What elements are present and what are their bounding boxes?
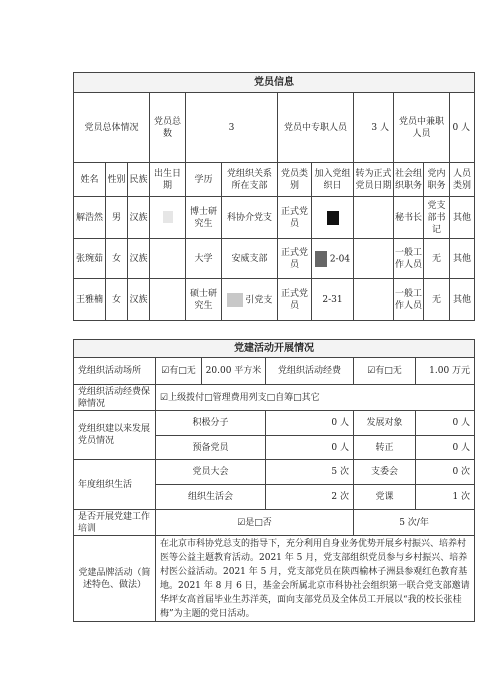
venue-label: 党组织活动场所 [74, 358, 156, 385]
parttime-label: 党员中兼职人员 [394, 93, 450, 163]
lecture-value: 1 次 [416, 485, 475, 510]
funds-source-options[interactable]: ☑上级拨付□管理费用列支□自筹□其它 [156, 385, 475, 411]
col-header: 性别 [106, 163, 128, 197]
party-activity-table [73, 339, 475, 622]
venue-area: 20.00 平方米 [202, 358, 266, 385]
branch-cell [222, 279, 278, 321]
funds-source-label: 党组织活动经费保障情况 [74, 385, 156, 411]
table-row [74, 239, 475, 279]
brand-activity-text: 在北京市科协党总支的指导下，充分利用自身业务优势开展乡村振兴、培养村医等公益主题教育活动。2021 年 5 月，党支部组织党员参与乡村振兴、培养村医公益活动。2021 年 5 月，党支部党员在陕西榆林子洲县参观红色教育基地。2021 年 8 月 6 日，基金会所属北京市科协社会组织第一联合党支部邀请华坪女高首届毕业生苏洋英，面向支部党员及全体员工开展以“我的校长张桂梅”为主题的党日活动。 [156, 536, 475, 622]
member-branch [222, 197, 278, 239]
orglife-value: 2 次 [266, 485, 354, 510]
redaction-mark [315, 251, 327, 267]
table-row [74, 197, 475, 239]
col-header: 民族 [128, 163, 150, 197]
funds-label: 党组织活动经费 [266, 358, 354, 385]
total-value: 3 [186, 93, 278, 163]
redacted-join-date [312, 197, 354, 239]
col-header: 学历 [186, 163, 222, 197]
venue-has-checkbox[interactable]: ☑有 [161, 366, 179, 376]
col-header: 加入党组织日 [312, 163, 354, 197]
join-date-cell [312, 239, 354, 279]
probation-label: 预备党员 [156, 436, 266, 460]
org-life-label: 年度组织生活 [74, 460, 156, 510]
redaction-mark [227, 293, 243, 307]
branch-text: 科协介党支 [226, 212, 272, 223]
member-type: 其他 [450, 239, 475, 279]
member-name: 王雅楠 [74, 279, 106, 321]
redacted-birthdate [150, 279, 186, 321]
orglife-label: 组织生活会 [156, 485, 266, 510]
member-ethnic: 汉族 [128, 239, 150, 279]
funds-amount: 1.00 万元 [416, 358, 475, 385]
member-education: 大学 [186, 239, 222, 279]
member-type: 其他 [450, 197, 475, 239]
training-options [156, 510, 354, 536]
training-yes-checkbox[interactable]: ☑是 [237, 517, 255, 528]
funds-options [354, 358, 416, 385]
party-member-info-table [73, 72, 475, 321]
member-category: 正式党员 [278, 239, 312, 279]
probation-value: 0 人 [266, 436, 354, 460]
member-branch: 安威支部 [222, 239, 278, 279]
member-ethnic: 汉族 [128, 197, 150, 239]
member-category: 正式党员 [278, 197, 312, 239]
activity-title: 党建活动开展情况 [74, 340, 475, 358]
regular-label: 转正 [354, 436, 416, 460]
redacted-birthdate [150, 239, 186, 279]
col-header: 转为正式党员日期 [354, 163, 394, 197]
member-category: 正式党员 [278, 279, 312, 321]
fulltime-label: 党员中专职人员 [278, 93, 354, 163]
member-gender: 女 [106, 239, 128, 279]
targets-value: 0 人 [416, 411, 475, 436]
committee-label: 支委会 [354, 460, 416, 485]
activists-value: 0 人 [266, 411, 354, 436]
col-header: 人员类别 [450, 163, 475, 197]
funds-has-checkbox[interactable]: ☑有 [367, 366, 385, 376]
member-formal-date [354, 279, 394, 321]
member-name: 解浩然 [74, 197, 106, 239]
member-education: 博士研究生 [186, 197, 222, 239]
col-header: 出生日期 [150, 163, 186, 197]
brand-activity-label: 党建品牌活动（简述特色、做法） [74, 536, 156, 622]
col-header: 姓名 [74, 163, 106, 197]
member-education: 硕士研究生 [186, 279, 222, 321]
member-party-role: 无 [424, 239, 450, 279]
col-header: 党内职务 [424, 163, 450, 197]
member-gender: 女 [106, 279, 128, 321]
activists-label: 积极分子 [156, 411, 266, 436]
venue-none-checkbox[interactable]: □无 [178, 366, 196, 376]
training-label: 是否开展党建工作培训 [74, 510, 156, 536]
member-social-role: 一般工作人员 [394, 239, 424, 279]
col-header: 党员类别 [278, 163, 312, 197]
member-ethnic: 汉族 [128, 279, 150, 321]
table-row [74, 279, 475, 321]
summary-label: 党员总体情况 [74, 93, 150, 163]
training-frequency: 5 次/年 [354, 510, 475, 536]
member-gender: 男 [106, 197, 128, 239]
regular-value: 0 人 [416, 436, 475, 460]
development-label: 党组织建以来发展党员情况 [74, 411, 156, 460]
col-header: 党组织关系所在支部 [222, 163, 278, 197]
lecture-label: 党课 [354, 485, 416, 510]
fulltime-value: 3 人 [354, 93, 394, 163]
member-formal-date [354, 239, 394, 279]
committee-value: 0 次 [416, 460, 475, 485]
join-date-text: 2-04 [329, 254, 351, 264]
congress-value: 5 次 [266, 460, 354, 485]
total-label: 党员总数 [150, 93, 186, 163]
congress-label: 党员大会 [156, 460, 266, 485]
member-party-role: 党支部书记 [424, 197, 450, 239]
redaction-mark [163, 211, 173, 223]
member-join-date: 2-31 [312, 279, 354, 321]
member-type: 其他 [450, 279, 475, 321]
funds-none-checkbox[interactable]: □无 [384, 366, 402, 376]
redaction-mark [327, 211, 339, 225]
venue-options [156, 358, 202, 385]
member-party-role: 无 [424, 279, 450, 321]
member-formal-date [354, 197, 394, 239]
member-social-role: 秘书长 [394, 197, 424, 239]
redacted-birthdate [150, 197, 186, 239]
training-no-checkbox[interactable]: □否 [254, 517, 272, 528]
member-social-role: 一般工作人员 [394, 279, 424, 321]
col-header: 社会组织职务 [394, 163, 424, 197]
member-name: 张琬茹 [74, 239, 106, 279]
info-title: 党员信息 [74, 73, 475, 93]
targets-label: 发展对象 [354, 411, 416, 436]
branch-text: 引党支 [245, 295, 273, 305]
parttime-value: 0 人 [450, 93, 475, 163]
